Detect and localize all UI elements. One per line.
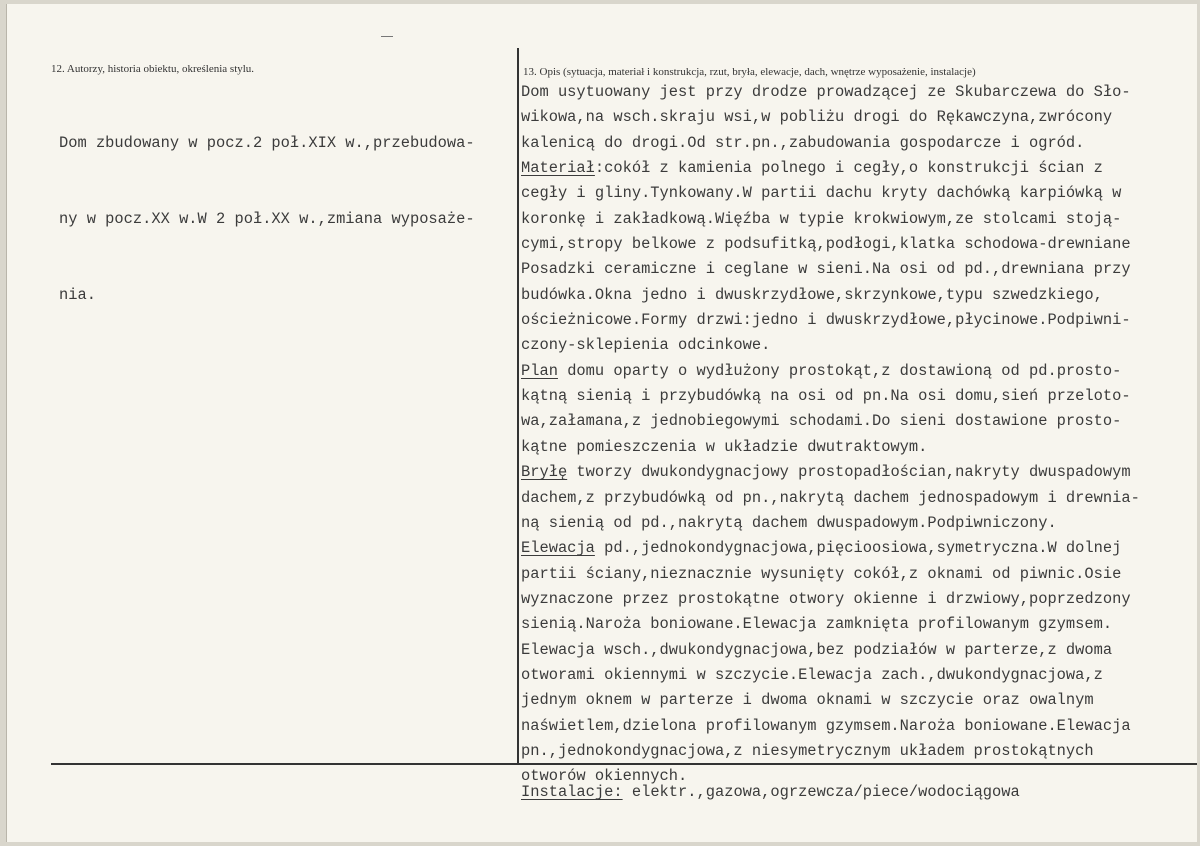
line-text: wa,załamana,z jednobiegowymi schodami.Do sieni dostawione prosto-	[521, 412, 1122, 431]
text-line	[521, 663, 1140, 688]
document-card	[6, 4, 1197, 842]
line-text: tworzy dwukondygnacjowy prostopadłościan,nakryty dwuspadowym	[567, 463, 1131, 482]
text-line	[521, 511, 1140, 536]
line-text: cymi,stropy belkowe z podsufitką,podłogi,klatka schodowa-drewniane	[521, 235, 1131, 254]
line-text: wikowa,na wsch.skraju wsi,w pobliżu drogi do Rękawczyna,zwrócony	[521, 108, 1113, 127]
line-text: kątne pomieszczenia w układzie dwutraktowym.	[521, 437, 928, 456]
line-text: Elewacja wsch.,dwukondygnacjowa,bez podziałów w parterze,z dwoma	[521, 640, 1113, 659]
text-line	[521, 181, 1140, 206]
line-text: koronkę i zakładkową.Więźba w typie krokwiowym,ze stolcami stoją-	[521, 209, 1122, 228]
installations-text: elektr.,gazowa,ogrzewcza/piece/wodociągowa	[622, 783, 1020, 801]
text-line	[521, 486, 1140, 511]
line-text: wyznaczone przez prostokątne otwory okienne i drzwiowy,poprzedzony	[521, 589, 1131, 608]
section-13-label: 13. Opis (sytuacja, materiał i konstrukcja, rzut, bryła, elewacje, dach, wnętrze wyposażenie, instalacje)	[523, 66, 976, 78]
line-text: otworami okiennymi w szczycie.Elewacja zach.,dwukondygnacjowa,z	[521, 665, 1103, 684]
text-line	[521, 714, 1140, 739]
line-text: Posadzki ceramiczne i ceglane w sieni.Na osi od pd.,drewniana przy	[521, 260, 1131, 279]
text-line	[521, 156, 1140, 181]
text-line	[521, 207, 1140, 232]
text-line	[521, 283, 1140, 308]
text-line	[521, 587, 1140, 612]
line-text: cegły i gliny.Tynkowany.W partii dachu kryty dachówką karpiówką w	[521, 184, 1122, 203]
line-text: kalenicą do drogi.Od str.pn.,zabudowania gospodarcze i ogród.	[521, 133, 1085, 152]
text-line	[521, 80, 1140, 105]
text-line	[521, 409, 1140, 434]
line-text: :cokół z kamienia polnego i cegły,o konstrukcji ścian z	[594, 159, 1103, 178]
line-text: sienią.Naroża boniowane.Elewacja zamknięta profilowanym gzymsem.	[521, 615, 1113, 634]
text-line	[521, 105, 1140, 130]
paragraph-heading: Bryłę	[521, 463, 568, 482]
paragraph-heading: Plan	[521, 361, 558, 380]
paragraph-heading: Elewacja	[521, 539, 595, 558]
line-text: ościeżnicowe.Formy drzwi:jedno i dwuskrzydłowe,płycinowe.Podpiwni-	[521, 311, 1131, 330]
installations-line	[521, 780, 1020, 805]
section-12-text	[59, 80, 475, 359]
line-text: otworów okiennych.	[521, 767, 688, 786]
text-line	[521, 232, 1140, 257]
line-text: kątną sienią i przybudówką na osi od pn.Na osi domu,sień przeloto-	[521, 387, 1131, 406]
text-line	[521, 638, 1140, 663]
line-text: domu oparty o wydłużony prostokąt,z dostawioną od pd.prosto-	[557, 361, 1122, 380]
section-13-text	[521, 80, 1140, 790]
text-line: Dom zbudowany w pocz.2 poł.XIX w.,przebudowa-	[59, 133, 475, 152]
line-text: pd.,jednokondygnacjowa,pięcioosiowa,symetryczna.W dolnej	[594, 539, 1122, 558]
line-text: jednym oknem w parterze i dwoma oknami w szczycie oraz owalnym	[521, 691, 1094, 710]
line-text: czony-sklepienia odcinkowe.	[521, 336, 771, 355]
text-line	[521, 333, 1140, 358]
line-text: budówka.Okna jedno i dwuskrzydłowe,skrzynkowe,typu szwedzkiego,	[521, 285, 1103, 304]
line-text: ną sienią od pd.,nakrytą dachem dwuspadowym.Podpiwniczony.	[521, 513, 1057, 532]
text-line: nia.	[59, 285, 96, 304]
section-12-label: 12. Autorzy, historia obiektu, określenia stylu.	[51, 63, 255, 75]
line-text: Dom usytuowany jest przy drodze prowadzącej ze Skubarczewa do Sło-	[521, 83, 1131, 101]
text-line	[521, 359, 1140, 384]
installations-heading: Instalacje:	[521, 783, 623, 801]
paragraph-heading: Materiał	[521, 159, 595, 178]
line-text: partii ściany,nieznacznie wysunięty cokół,z oknami od piwnic.Osie	[521, 564, 1122, 583]
text-line	[521, 536, 1140, 561]
text-line: ny w pocz.XX w.W 2 poł.XX w.,zmiana wyposaże-	[59, 209, 475, 228]
text-line	[521, 131, 1140, 156]
text-line	[521, 384, 1140, 409]
text-line	[521, 308, 1140, 333]
column-divider	[517, 48, 519, 764]
text-line	[521, 739, 1140, 764]
text-line	[521, 562, 1140, 587]
text-line	[521, 435, 1140, 460]
fold-mark	[381, 36, 393, 37]
line-text: pn.,jednokondygnacjowa,z niesymetrycznym układem prostokątnych	[521, 741, 1094, 760]
text-line	[521, 612, 1140, 637]
text-line	[521, 688, 1140, 713]
line-text: dachem,z przybudówką od pn.,nakrytą dachem jednospadowym i drewnia-	[521, 488, 1140, 507]
text-line	[521, 257, 1140, 282]
line-text: naświetlem,dzielona profilowanym gzymsem.Naroża boniowane.Elewacja	[521, 716, 1131, 735]
text-line	[521, 460, 1140, 485]
